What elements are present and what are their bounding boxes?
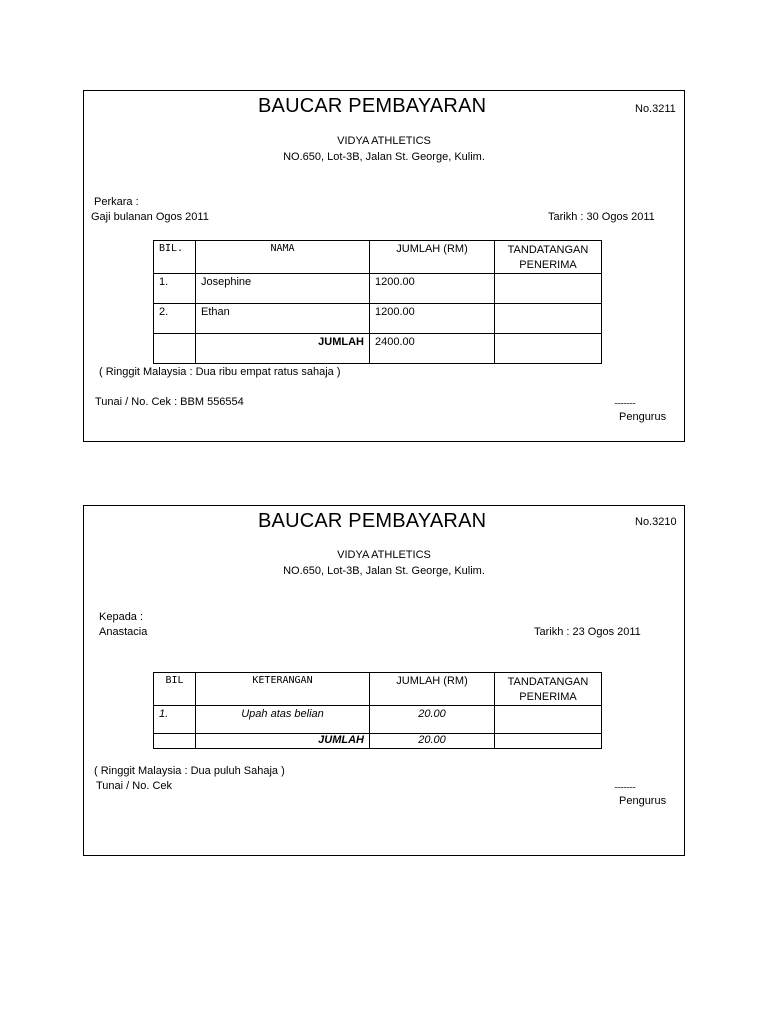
payment-method: Tunai / No. Cek : BBM 556554	[95, 396, 244, 408]
table-header-row	[154, 673, 602, 706]
voucher-title: BAUCAR PEMBAYARAN	[258, 95, 487, 117]
party-value: Gaji bulanan Ogos 2011	[91, 211, 209, 223]
signature-line: ..............	[614, 780, 636, 790]
header-bil: BIL	[154, 673, 196, 706]
row-amount: 20.00	[370, 706, 495, 734]
voucher-title: BAUCAR PEMBAYARAN	[258, 510, 487, 532]
table-header-row	[154, 241, 602, 274]
header-nama: NAMA	[196, 241, 370, 274]
voucher-date: Tarikh : 23 Ogos 2011	[534, 626, 641, 638]
payment-method: Tunai / No. Cek	[96, 780, 173, 792]
row-signature	[495, 274, 602, 304]
voucher-date: Tarikh : 30 Ogos 2011	[548, 211, 655, 223]
company-name: VIDYA ATHLETICS	[337, 135, 431, 147]
table-total-row	[154, 734, 602, 749]
payment-voucher-3210	[83, 505, 685, 856]
total-label: JUMLAH	[196, 734, 370, 749]
header-bil: BIL.	[154, 241, 196, 274]
row-description: Upah atas belian	[196, 706, 370, 734]
table-total-row	[154, 334, 602, 364]
row-amount: 1200.00	[370, 274, 495, 304]
total-bil-cell	[154, 734, 196, 749]
total-label: JUMLAH	[196, 334, 370, 364]
total-bil-cell	[154, 334, 196, 364]
total-amount: 2400.00	[370, 334, 495, 364]
header-tandatangan: TANDATANGAN PENERIMA	[495, 673, 602, 706]
amount-in-words: ( Ringgit Malaysia : Dua ribu empat ratus sahaja )	[99, 366, 341, 378]
row-amount: 1200.00	[370, 304, 495, 334]
table-row	[154, 304, 602, 334]
voucher-number: No.3211	[635, 103, 676, 115]
row-bil: 2.	[154, 304, 196, 334]
row-bil: 1.	[154, 706, 196, 734]
amount-in-words: ( Ringgit Malaysia : Dua puluh Sahaja )	[94, 765, 285, 777]
payment-voucher-3211	[83, 90, 685, 442]
total-amount: 20.00	[370, 734, 495, 749]
row-name: Josephine	[196, 274, 370, 304]
signature-line: ..............	[614, 396, 636, 406]
items-table	[153, 240, 602, 364]
party-value: Anastacia	[99, 626, 148, 638]
total-signature-cell	[495, 334, 602, 364]
row-bil: 1.	[154, 274, 196, 304]
party-label: Kepada :	[99, 611, 144, 623]
header-keterangan: KETERANGAN	[196, 673, 370, 706]
items-table	[153, 672, 602, 749]
company-name: VIDYA ATHLETICS	[337, 549, 431, 561]
signatory-title: Pengurus	[619, 795, 667, 807]
total-signature-cell	[495, 734, 602, 749]
header-jumlah: JUMLAH (RM)	[370, 241, 495, 274]
table-row	[154, 706, 602, 734]
row-signature	[495, 706, 602, 734]
party-label: Perkara :	[94, 196, 139, 208]
row-name: Ethan	[196, 304, 370, 334]
voucher-number: No.3210	[635, 516, 677, 528]
signatory-title: Pengurus	[619, 411, 667, 423]
header-tandatangan: TANDATANGAN PENERIMA	[495, 241, 602, 274]
header-jumlah: JUMLAH (RM)	[370, 673, 495, 706]
company-address: NO.650, Lot-3B, Jalan St. George, Kulim.	[283, 565, 485, 577]
table-row	[154, 274, 602, 304]
row-signature	[495, 304, 602, 334]
company-address: NO.650, Lot-3B, Jalan St. George, Kulim.	[283, 151, 485, 163]
